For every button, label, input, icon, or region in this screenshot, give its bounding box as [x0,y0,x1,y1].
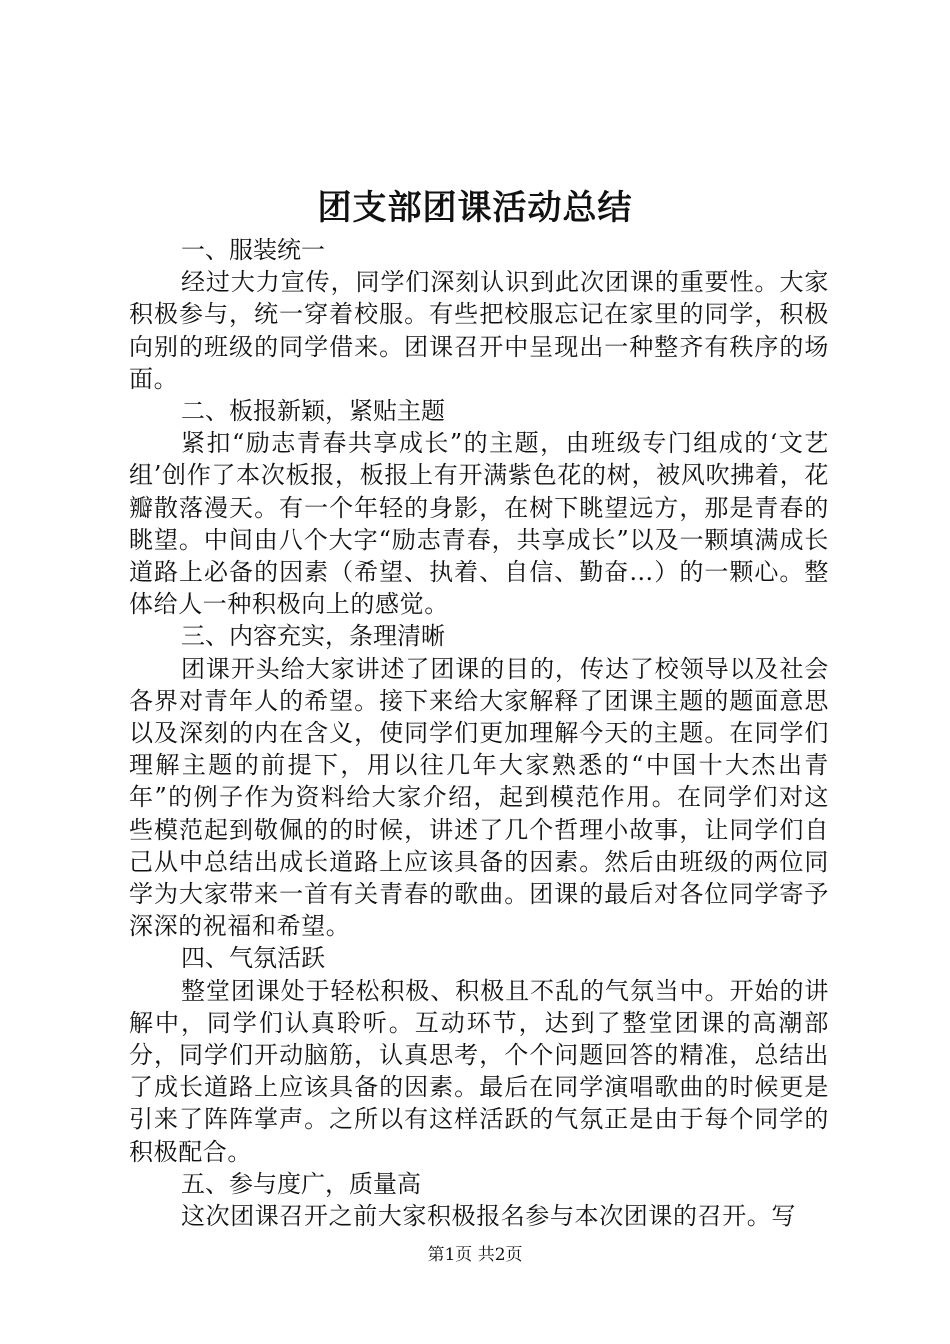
section-paragraph: 团课开头给大家讲述了团课的目的，传达了校领导以及社会各界对青年人的希望。接下来给大家解释了团课主题的题面意思以及深刻的内在含义，使同学们更加理解今天的主题。在同学们理解主题的前提下，用以往几年大家熟悉的“中国十大杰出青年”的例子作为资料给大家介绍，起到模范作用。在同学们对这些模范起到敬佩的的时候，讲述了几个哲理小故事，让同学们自己从中总结出成长道路上应该具备的因素。然后由班级的两位同学为大家带来一首有关青春的歌曲。团课的最后对各位同学寄予深深的祝福和希望。 [129,654,829,941]
document-body [129,234,829,1232]
section-heading: 二、板报新颖，紧贴主题 [181,397,445,426]
document-title: 团支部团课活动总结 [317,188,633,228]
section-paragraph: 这次团课召开之前大家积极报名参与本次团课的召开。写 [181,1202,796,1231]
section-heading: 五、参与度广，质量高 [181,1169,421,1198]
section-heading: 一、服装统一 [181,236,325,264]
section-paragraph: 紧扣“励志青春共享成长”的主题，由班级专门组成的‘文艺组’创作了本次板报，板报上有开满紫色花的树，被风吹拂着，花瓣散落漫天。有一个年轻的身影，在树下眺望远方，那是青春的眺望。中间由八个大字“励志青春，共享成长”以及一颗填满成长道路上必备的因素（希望、执着、自信、勤奋…）的一颗心。整体给人一种积极向上的感觉。 [129,429,829,619]
section-paragraph: 经过大力宣传，同学们深刻认识到此次团课的重要性。大家积极参与，统一穿着校服。有些把校服忘记在家里的同学，积极向别的班级的同学借来。团课召开中呈现出一种整齐有秩序的场面。 [129,268,829,393]
section-paragraph: 整堂团课处于轻松积极、积极且不乱的气氛当中。开始的讲解中，同学们认真聆听。互动环节，达到了整堂团课的高潮部分，同学们开动脑筋，认真思考，个个问题回答的精准，总结出了成长道路上应该具备的因素。最后在同学演唱歌曲的时候更是引来了阵阵掌声。之所以有这样活跃的气氛正是由于每个同学的积极配合。 [129,976,829,1166]
section-heading: 四、气氛活跃 [181,944,325,973]
section-heading: 三、内容充实，条理清晰 [181,622,445,651]
page-footer: 第1页 共2页 [427,1245,523,1265]
